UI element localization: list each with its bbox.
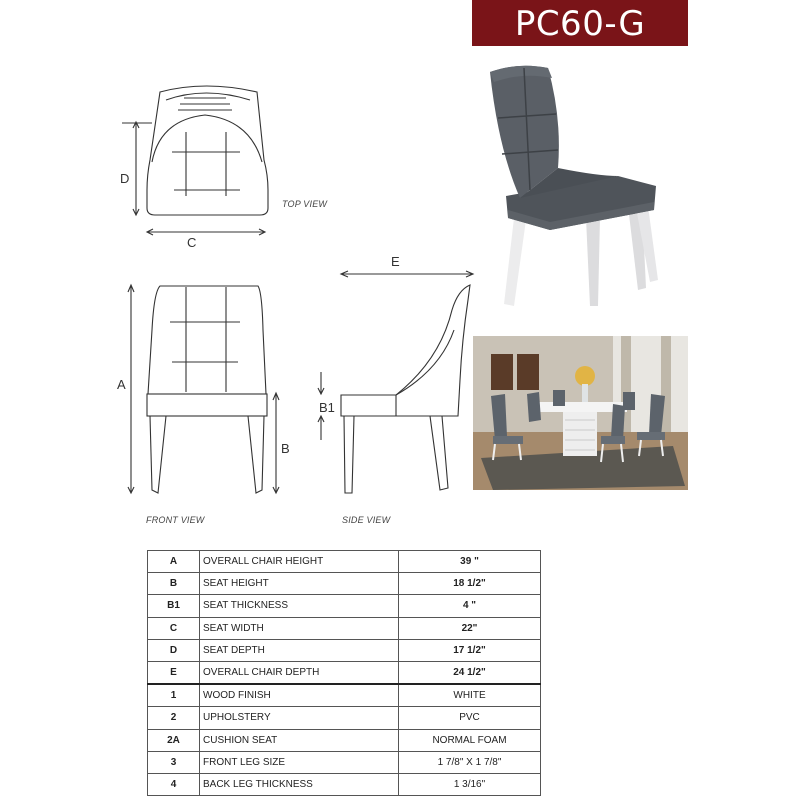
spec-code: 1	[148, 684, 200, 707]
dim-label-e: E	[391, 254, 400, 269]
spec-value: 1 3/16"	[399, 773, 541, 795]
spec-table	[147, 550, 541, 796]
dim-label-b: B	[281, 441, 290, 456]
spec-code: D	[148, 639, 200, 661]
spec-label: SEAT THICKNESS	[200, 595, 399, 617]
spec-code: B	[148, 573, 200, 595]
spec-code: A	[148, 551, 200, 573]
spec-value: PVC	[399, 707, 541, 729]
model-number: PC60-G	[514, 4, 646, 44]
dimension-c-arrow	[147, 229, 265, 235]
spec-row-d	[148, 639, 541, 661]
dim-label-b1: B1	[319, 400, 335, 415]
spec-label: OVERALL CHAIR HEIGHT	[200, 551, 399, 573]
spec-row-b	[148, 573, 541, 595]
spec-value: 22"	[399, 617, 541, 639]
spec-label: SEAT HEIGHT	[200, 573, 399, 595]
dim-label-d: D	[120, 171, 130, 186]
spec-row-3	[148, 751, 541, 773]
dim-label-a: A	[117, 377, 126, 392]
front-view-label: FRONT VIEW	[146, 515, 205, 525]
side-view-label: SIDE VIEW	[342, 515, 391, 525]
spec-label: BACK LEG THICKNESS	[200, 773, 399, 795]
spec-code: 2A	[148, 729, 200, 751]
dim-label-c: C	[187, 235, 197, 250]
spec-value: 18 1/2"	[399, 573, 541, 595]
spec-value: 39 "	[399, 551, 541, 573]
spec-row-2a	[148, 729, 541, 751]
spec-value: 24 1/2"	[399, 661, 541, 684]
dimension-e-arrow	[341, 271, 473, 277]
spec-code: B1	[148, 595, 200, 617]
spec-row-2	[148, 707, 541, 729]
spec-value: NORMAL FOAM	[399, 729, 541, 751]
spec-row-e	[148, 661, 541, 684]
spec-label: OVERALL CHAIR DEPTH	[200, 661, 399, 684]
spec-row-1	[148, 684, 541, 707]
spec-row-4	[148, 773, 541, 795]
spec-code: 2	[148, 707, 200, 729]
spec-label: WOOD FINISH	[200, 684, 399, 707]
spec-row-a	[148, 551, 541, 573]
spec-code: C	[148, 617, 200, 639]
front-view-drawing	[147, 286, 267, 493]
spec-code: E	[148, 661, 200, 684]
dining-room-photo	[473, 336, 688, 490]
spec-label: SEAT WIDTH	[200, 617, 399, 639]
dimension-b-arrow	[273, 393, 279, 493]
spec-row-b1	[148, 595, 541, 617]
top-view-label: TOP VIEW	[282, 199, 328, 209]
spec-label: FRONT LEG SIZE	[200, 751, 399, 773]
spec-value: 1 7/8" X 1 7/8"	[399, 751, 541, 773]
spec-label: UPHOLSTERY	[200, 707, 399, 729]
top-view-drawing	[147, 86, 268, 215]
side-view-drawing	[341, 285, 470, 493]
spec-label: CUSHION SEAT	[200, 729, 399, 751]
spec-label: SEAT DEPTH	[200, 639, 399, 661]
spec-row-c	[148, 617, 541, 639]
spec-code: 3	[148, 751, 200, 773]
spec-code: 4	[148, 773, 200, 795]
spec-value: 4 "	[399, 595, 541, 617]
spec-value: 17 1/2"	[399, 639, 541, 661]
spec-value: WHITE	[399, 684, 541, 707]
chair-product-photo	[478, 58, 690, 318]
dimension-a-arrow	[128, 285, 134, 493]
